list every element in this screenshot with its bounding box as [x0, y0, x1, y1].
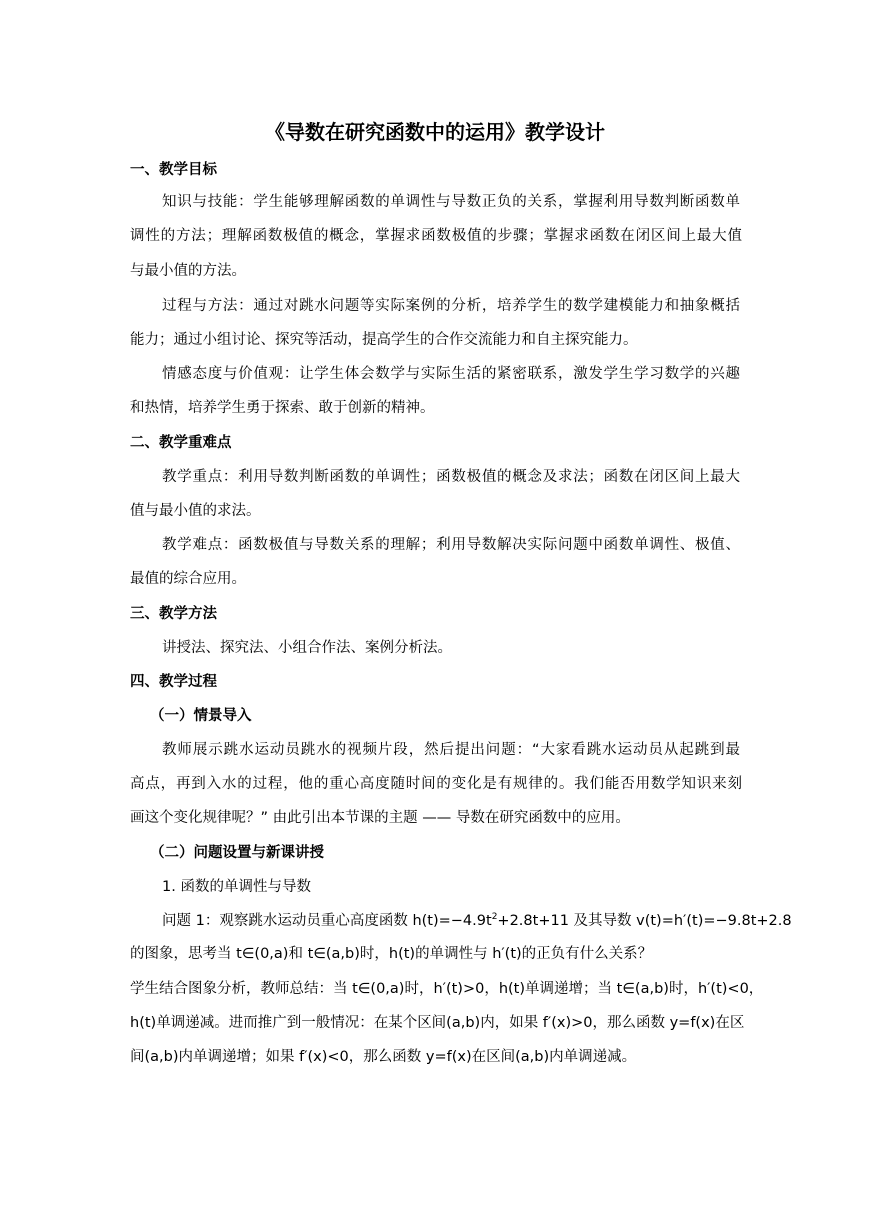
question-line: 的图象，思考当 t∈(0,a)和 t∈(a,b)时，h(t)的单调性与 h′(t)的正负有什么关系？ — [130, 946, 653, 962]
paragraph-line: 能力；通过小组讨论、探究等活动，提高学生的合作交流能力和自主探究能力。 — [130, 332, 638, 348]
paragraph-line: 过程与方法：通过对跳水问题等实际案例的分析，培养学生的数学建模能力和抽象概括 — [162, 298, 740, 314]
paragraph-line: 高点，再到入水的过程，他的重心高度随时间的变化是有规律的。我们能否用数学知识来刻 — [130, 776, 742, 792]
subsection-heading-new-lesson: （二）问题设置与新课讲授 — [150, 845, 324, 861]
paragraph-line: 与最小值的方法。 — [130, 263, 246, 279]
paragraph-line: 最值的综合应用。 — [130, 571, 246, 587]
section-heading-methods: 三、教学方法 — [130, 606, 217, 622]
paragraph-line: 情感态度与价值观：让学生体会数学与实际生活的紧密联系，激发学生学习数学的兴趣 — [162, 366, 740, 382]
subsection-heading-intro: （一）情景导入 — [150, 708, 252, 724]
paragraph-line: 和热情，培养学生勇于探索、敢于创新的精神。 — [130, 400, 435, 416]
question-text-part: 问题 1：观察跳水运动员重心高度函数 h(t)=−4.9t — [162, 913, 492, 929]
paragraph-line: 教学难点：函数极值与导数关系的理解；利用导数解决实际问题中函数单调性、极值、 — [162, 537, 740, 553]
exponent: 2 — [491, 912, 498, 923]
document-title: 《导数在研究函数中的运用》教学设计 — [265, 120, 605, 144]
question-line — [162, 911, 792, 931]
section-heading-process: 四、教学过程 — [130, 674, 217, 690]
paragraph-line: 画这个变化规律呢？” 由此引出本节课的主题 —— 导数在研究函数中的应用。 — [130, 810, 630, 826]
item-heading: 1. 函数的单调性与导数 — [162, 879, 311, 895]
paragraph-line: 调性的方法；理解函数极值的概念，掌握求函数极值的步骤；掌握求函数在闭区间上最大值 — [130, 228, 742, 244]
answer-line: 学生结合图象分析，教师总结：当 t∈(0,a)时，h′(t)>0，h(t)单调递增；当 t∈(a,b)时，h′(t)<0， — [130, 981, 764, 997]
paragraph-line: 值与最小值的求法。 — [130, 503, 261, 519]
answer-line: h(t)单调递减。进而推广到一般情况：在某个区间(a,b)内，如果 f′(x)>0，那么函数 y=f(x)在区 — [130, 1015, 745, 1031]
paragraph-line: 知识与技能：学生能够理解函数的单调性与导数正负的关系，掌握利用导数判断函数单 — [162, 194, 740, 210]
section-heading-key-points: 二、教学重难点 — [130, 435, 232, 451]
paragraph-line: 教师展示跳水运动员跳水的视频片段，然后提出问题：“大家看跳水运动员从起跳到最 — [162, 742, 740, 758]
answer-line: 间(a,b)内单调递增；如果 f′(x)<0，那么函数 y=f(x)在区间(a,b)内单调递减。 — [130, 1049, 637, 1065]
section-heading-objectives: 一、教学目标 — [130, 162, 217, 178]
paragraph-line: 教学重点：利用导数判断函数的单调性；函数极值的概念及求法；函数在闭区间上最大 — [162, 469, 740, 485]
paragraph-line: 讲授法、探究法、小组合作法、案例分析法。 — [162, 640, 452, 656]
question-text-part: +2.8t+11 及其导数 v(t)=h′(t)=−9.8t+2.8 — [497, 913, 792, 929]
